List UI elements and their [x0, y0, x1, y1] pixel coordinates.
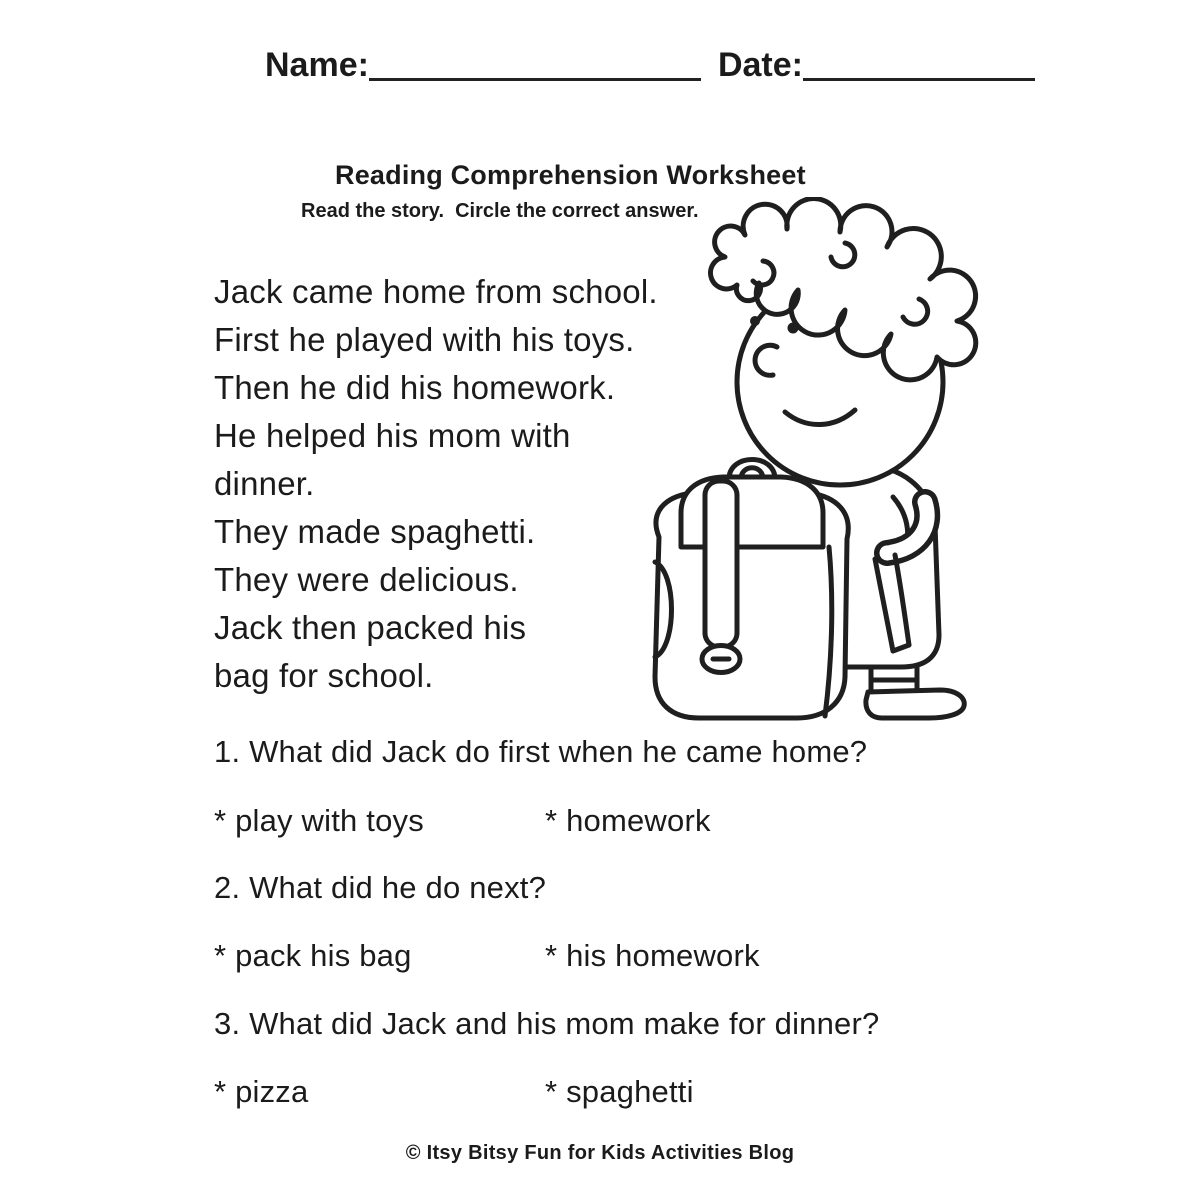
story-line: He helped his mom with: [214, 417, 571, 454]
boy-eye-right: [788, 323, 799, 334]
backpack-flap: [681, 477, 823, 547]
question-2-option-2[interactable]: * his homework: [545, 938, 760, 973]
question-1: 1. What did Jack do first when he came home?: [214, 734, 868, 769]
question-3-option-1[interactable]: * pizza: [214, 1074, 309, 1109]
story-line: Jack came home from school.: [214, 273, 658, 310]
worksheet-instructions: Read the story. Circle the correct answer.: [301, 200, 699, 222]
story-line: bag for school.: [214, 657, 434, 694]
name-date-row: [265, 46, 1035, 85]
name-label: Name:: [265, 46, 369, 84]
story-line: dinner.: [214, 465, 315, 502]
question-2: 2. What did he do next?: [214, 870, 547, 905]
question-1-option-1[interactable]: * play with toys: [214, 803, 424, 838]
question-3: 3. What did Jack and his mom make for dinner?: [214, 1006, 880, 1041]
story-line: Jack then packed his: [214, 609, 527, 646]
boy-shoe: [866, 690, 964, 718]
footer-credit: © Itsy Bitsy Fun for Kids Activities Blog: [405, 1142, 795, 1164]
worksheet-title: Reading Comprehension Worksheet: [335, 160, 806, 190]
boy-eye-left: [750, 316, 760, 326]
name-blank-line[interactable]: [369, 78, 701, 81]
story-line: First he played with his toys.: [214, 321, 635, 358]
question-2-option-1[interactable]: * pack his bag: [214, 938, 412, 973]
question-1-option-2[interactable]: * homework: [545, 803, 711, 838]
story-line: They made spaghetti.: [214, 513, 536, 550]
date-blank-line[interactable]: [803, 78, 1035, 81]
date-label: Date:: [717, 46, 803, 84]
boy-illustration: [635, 197, 1005, 737]
question-3-option-2[interactable]: * spaghetti: [545, 1074, 694, 1109]
story-line: Then he did his homework.: [214, 369, 616, 406]
story-text: [214, 268, 658, 700]
backpack-strap: [705, 481, 737, 647]
story-line: They were delicious.: [214, 561, 519, 598]
